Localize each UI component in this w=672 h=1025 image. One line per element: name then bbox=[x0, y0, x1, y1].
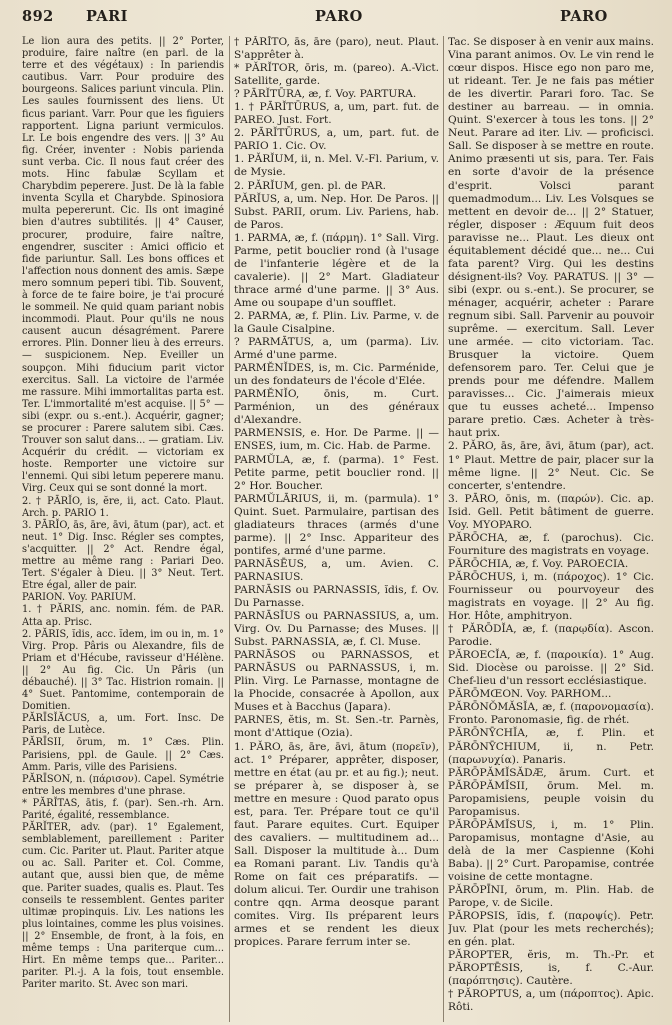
entry: PARMŬLA, æ, f. (parma). 1° Fest. Petite parme, petit bouclier rond. || 2° Hor. Boucher. bbox=[234, 453, 439, 492]
entry: † PĂRŌDĬA, æ, f. (παρῳδία). Ascon. Parodie. bbox=[448, 623, 654, 649]
entry: * PĂRĬTAS, ātis, f. (par). Sen.-rh. Arn. Parité, égalité, ressemblance. bbox=[22, 797, 224, 821]
entry: PARNĀSĒUS, a, um. Avien. C. PARNASIUS. bbox=[234, 557, 439, 583]
entry: ? PARMĀTUS, a, um (parma). Liv. Armé d'une parme. bbox=[234, 336, 439, 362]
entry: PĂRŌNŎMĂSĬA, æ, f. (παρονομασία). Fronto. Paronomasie, fig. de rhét. bbox=[448, 701, 654, 727]
entry: 2. † PĀRĬO, is, ĕre, ii, act. Cato. Plaut. Arch. p. PARIO 1. bbox=[22, 495, 224, 519]
column-left bbox=[22, 36, 224, 1022]
entry: 2. PARMA, æ, f. Plin. Liv. Parme, v. de la Gaule Cisalpine. bbox=[234, 309, 439, 336]
entry: PARMENSIS, e. Hor. De Parme. || — ENSES, ium, m. Cic. Hab. de Parme. bbox=[234, 427, 439, 453]
entry: PĂRĪSĬĂCUS, a, um. Fort. Insc. De Paris, de Lutèce. bbox=[22, 713, 224, 737]
entry: 3. PĀRĬO, ās, āre, āvi, ātum (par), act. et neut. 1° Dig. Insc. Régler ses comptes, s'acquitter. || 2° Act. Rendre égal, mettre au même rang : Pariari Deo. Tert. S'égaler à Dieu. || 3° Neut. Tert. Etre égal, aller de pair. bbox=[22, 519, 224, 592]
column-divider bbox=[443, 36, 444, 1022]
entry: 3. PĀRO, ōnis, m. (παρών). Cic. ap. Isid. Gell. Petit bâtiment de guerre. Voy. MYOPARO. bbox=[448, 492, 654, 531]
entry: Tac. Se disposer à en venir aux mains. Vina parant animos. Ov. Le vin rend le cœur dispos. Hisce ego non paro me, ut rideant. Ter. Je ne fais pas métier de les divertir. Parari foro. Tac. Se destiner au barreau. — in omnia. Quint. S'exercer à tous les tons. || 2° Neut. Parare ad iter. Liv. — proficisci. Sall. Se disposer à se mettre en route. Animo præsenti ut sis, para. Ter. Fais en sorte d'avoir de la présence d'esprit. Volsci parant quemadmodum... Liv. Les Volsques se mettent en devoir de... || 2° Statuer, régler, disposer : Æquum fuit deos paravisse ne... Plaut. Les dieux ont équitablement décidé que... ne... Cui fata parent? Virg. Qui les destins désignent-ils? Voy. PARATUS. || 3° — sibi (expr. ou s.-ent.). Se procurer, se ménager, acquérir, acheter : Parare regnum sibi. Sall. Parvenir au pouvoir suprême. — exercitum. Sall. Lever une armée. — cito victoriam. Tac. Brusquer la victoire. Quem defensorem paro. Ter. Celui que je prends pour me défendre. Mallem paravisses... Cic. J'aimerais mieux que tu eusses acheté... Impenso parare pretio. Cæs. Acheter à très-haut prix. bbox=[448, 36, 654, 440]
entry: PĂRŌPĂMĬSUS, i, m. 1° Plin. Paropamisus, montagne d'Asie, au delà de la mer Caspienne (Kohi Baba). || 2° Curt. Paropamise, contrée voisine de cette montagne. bbox=[448, 818, 654, 883]
entry: 1. PĂRO, ās, āre, āvi, ātum (πορεῖν), act. 1° Préparer, apprêter, disposer, mettre en état (au pr. et au fig.); neut. se préparer à, se disposer à, se mettre en mesure : Quod parato opus est, para. Ter. Prépare tout ce qu'il faut. Parare equites. Curt. Equiper des cavaliers. — multitudinem ad... Sall. Disposer la multitude à... Dum ea Romani parant. Liv. Tandis qu'à Rome on fait ces préparatifs. — dolum alicui. Ter. Ourdir une trahison contre qqn. Arma deosque parant comites. Virg. Ils préparent leurs armes et se rendent les dieux propices. Parare ferrum inter se. bbox=[234, 740, 439, 949]
entry: PARMŬLĀRIUS, ii, m. (parmula). 1° Quint. Suet. Parmulaire, partisan des gladiateurs thraces (armés d'une parme). || 2° Insc. Appariteur des pontifes, armé d'une parme. bbox=[234, 492, 439, 557]
entry: PĂRŌNȲCHĬA, æ, f. Plin. et PĂRŌNȲCHIUM, ii, n. Petr. (παρωνυχία). Panaris. bbox=[448, 727, 654, 766]
entry: PĂRĪSII, ōrum, m. 1° Cæs. Plin. Parisiens, ppl. de Gaule. || 2° Cæs. Amm. Paris, ville des Parisiens. bbox=[22, 737, 224, 773]
entry: PĂROECĬA, æ, f. (παροικία). 1° Aug. Sid. Diocèse ou paroisse. || 2° Sid. Chef-lieu d'un ressort ecclésiastique. bbox=[448, 649, 654, 688]
entry: † PĂROPTUS, a, um (πάροπτος). Apic. Rôti. bbox=[448, 988, 654, 1014]
entry: PĂRĬTER, adv. (par). 1° Egalement, semblablement, pareillement : Pariter cum. Cic. Pariter ut. Plaut. Pariter atque ou ac. Sall. Pariter et. Col. Comme, autant que, aussi bien que, de même que. Pariter suades, qualis es. Plaut. Tes conseils te ressemblent. Gentes pariter ultimæ propinquis. Liv. Les nations les plus lointaines, comme les plus voisines. || 2° Ensemble, de front, à la fois, en même temps : Una pariterque cum... Hirt. En même temps que... Pariter... pariter. Pl.-j. A la fois, tout ensemble. Pariter marito. St. Avec son mari. bbox=[22, 822, 224, 991]
entry: PĂRŌMŒON. Voy. PARHOM... bbox=[448, 688, 612, 701]
column-right bbox=[448, 36, 654, 1022]
center-guide-word: PARO bbox=[315, 8, 363, 25]
entry: 2. PĂRĬUM, gen. pl. de PAR. bbox=[234, 179, 387, 192]
entry: 2. PĀRĬTŪRUS, a, um, part. fut. de PARIO 1. Cic. Ov. bbox=[234, 127, 439, 153]
entry: PARNĀSIS ou PARNASSIS, ĭdis, f. Ov. Du Parnasse. bbox=[234, 583, 439, 610]
entry: 1. PARMA, æ, f. (πάρμη). 1° Sall. Virg. Parme, petit bouclier rond (à l'usage de l'infanterie légère et de la cavalerie). || 2° Mart. Gladiateur thrace armé d'une parme. || 3° Aus. Ame ou soupape d'un soufflet. bbox=[234, 231, 439, 309]
entry: PARION. Voy. PARIUM. bbox=[22, 592, 137, 604]
entry: PĂROPSIS, ĭdis, f. (παροψίς). Petr. Juv. Plat (pour les mets recherchés); en gén. plat. bbox=[448, 910, 654, 949]
entry: PARMĔNĬO, ōnis, m. Curt. Parménion, un des généraux d'Alexandre. bbox=[234, 388, 439, 427]
page-header bbox=[0, 8, 672, 30]
column-divider bbox=[229, 36, 230, 1022]
entry: PĂRŌCHIA, æ, f. Voy. PAROECIA. bbox=[448, 557, 629, 570]
entry: 1. PĂRĬUM, ii, n. Mel. V.-Fl. Parium, v. de Mysie. bbox=[234, 153, 439, 179]
right-guide-word: PARO bbox=[560, 8, 608, 25]
entry: PĂRĬUS, a, um. Nep. Hor. De Paros. || Subst. PARII, orum. Liv. Pariens, hab. de Paros. bbox=[234, 192, 439, 231]
entry: PĂRŌPĂMĬSĂDÆ, ārum. Curt. et PĂRŌPĂMĬSII, ōrum. Mel. m. Paropamisiens, peuple voisin du Paropamisus. bbox=[448, 766, 654, 818]
entry: Le lion aura des petits. || 2° Porter, produire, faire naître (en parl. de la terre et des végétaux) : In pariendis cautibus. Varr. Pour produire des bourgeons. Salices pariunt vincula. Plin. Les saules fournissent des liens. Ut ficus pariant. Varr. Pour que les figuiers rapportent. Ligna pariunt vermiculos. Lr. Le bois engendre des vers. || 3° Au fig. Créer, inventer : Nobis parienda sunt verba. Cic. Il nous faut créer des mots. Hinc fabulæ Scyllam et Charybdim peperere. Just. De là la fable inventa Scylla et Charybde. Spinosiora multa pepererunt. Cic. Ils ont imaginé bien d'autres subtilités. || 4° Causer, procurer, produire, faire naître, engendrer, susciter : Amici officio et fide pariuntur. Sall. Les bons offices et l'affection nous donnent des amis. Sæpe mero somnum peperi tibi. Tib. Souvent, à force de te faire boire, je t'ai procuré le sommeil. Ne quid quam pariant nobis incommodi. Plaut. Pour qu'ils ne nous causent aucun désagrément. Parere errores. Plin. Donner lieu à des erreurs. — suspicionem. Nep. Eveiller un soupçon. Mihi fiducium parit victor exercitus. Sall. La victoire de l'armée me rassure. Mihi immortalitas parta est. Ter. L'immortalité m'est acquise. || 5° — sibi (expr. ou s.-ent.). Acquérir, gagner; se procurer : Parere salutem sibi. Cæs. Trouver son salut dans... — gratiam. Liv. Acquérir du crédit. — victoriam ex hoste. Remporter une victoire sur l'ennemi. Qui sibi letum peperere manu. Virg. Ceux qui se sont donné la mort. bbox=[22, 36, 224, 495]
entry: PĂRĪSON, n. (πάρισον). Capel. Symétrie entre les membres d'une phrase. bbox=[22, 773, 224, 797]
entry: 1. † PĂRIS, anc. nomin. fém. de PAR. Atta ap. Prisc. bbox=[22, 604, 224, 628]
entry: PĂRŌCHA, æ, f. (parochus). Cic. Fourniture des magistrats en voyage. bbox=[448, 531, 654, 557]
entry: 2. PĂRO, ās, āre, āvi, ātum (par), act. 1° Plaut. Mettre de pair, placer sur la même ligne. || 2° Neut. Cic. Se concerter, s'entendre. bbox=[448, 440, 654, 492]
entry: PARMĔNĬDES, is, m. Cic. Parménide, un des fondateurs de l'école d'Elée. bbox=[234, 362, 439, 388]
entry: * PĂRĬTOR, ōris, m. (pareo). A.-Vict. Satellite, garde. bbox=[234, 62, 439, 88]
entry: PARNĀSOS ou PARNASSOS, et PARNĀSUS ou PARNASSUS, i, m. Plin. Virg. Le Parnasse, montagne de la Phocide, consacrée à Apollon, aux Muses et à Bacchus (Japara). bbox=[234, 649, 439, 714]
entry: PĂRŌPĪNI, ōrum, m. Plin. Hab. de Parope, v. de Sicile. bbox=[448, 884, 654, 910]
entry: PARNĀSĬUS ou PARNASSIUS, a, um. Virg. Ov. Du Parnasse; des Muses. || Subst. PARNASSIA, æ, f. Cl. Muse. bbox=[234, 610, 439, 649]
entry: PĂROPTER, ĕris, m. Th.-Pr. et PĂROPTĒSIS, is, f. C.-Aur. (παρόπτησις). Cautère. bbox=[448, 949, 654, 988]
entry: 1. † PĀRĬTŪRUS, a, um, part. fut. de PAREO. Just. Fort. bbox=[234, 101, 439, 127]
column-middle bbox=[234, 36, 439, 1022]
page-number: 892 bbox=[22, 8, 54, 25]
entry: † PĂRĬTO, ās, āre (paro), neut. Plaut. S'apprêter à. bbox=[234, 36, 439, 62]
entry: PARNES, ĕtis, m. St. Sen.-tr. Parnès, mont d'Attique (Ozia). bbox=[234, 714, 439, 740]
entry: PĂRŌCHUS, i, m. (πάροχος). 1° Cic. Fournisseur ou pourvoyeur des magistrats en voyage. || 2° Au fig. Hor. Hôte, amphitryon. bbox=[448, 570, 654, 623]
left-guide-word: PARI bbox=[86, 8, 128, 25]
entry: ? PĀRĬTŪRA, æ, f. Voy. PARTURA. bbox=[234, 88, 417, 101]
entry: 2. PĂRIS, ĭdis, acc. ĭdem, im ou in, m. 1° Virg. Prop. Pâris ou Alexandre, fils de Priam et d'Hécube, ravisseur d'Hélène. || 2° Au fig. Cic. Un Pâris (un débauché). || 3° Tac. Histrion romain. || 4° Suet. Pantomime, contemporain de Domitien. bbox=[22, 628, 224, 713]
